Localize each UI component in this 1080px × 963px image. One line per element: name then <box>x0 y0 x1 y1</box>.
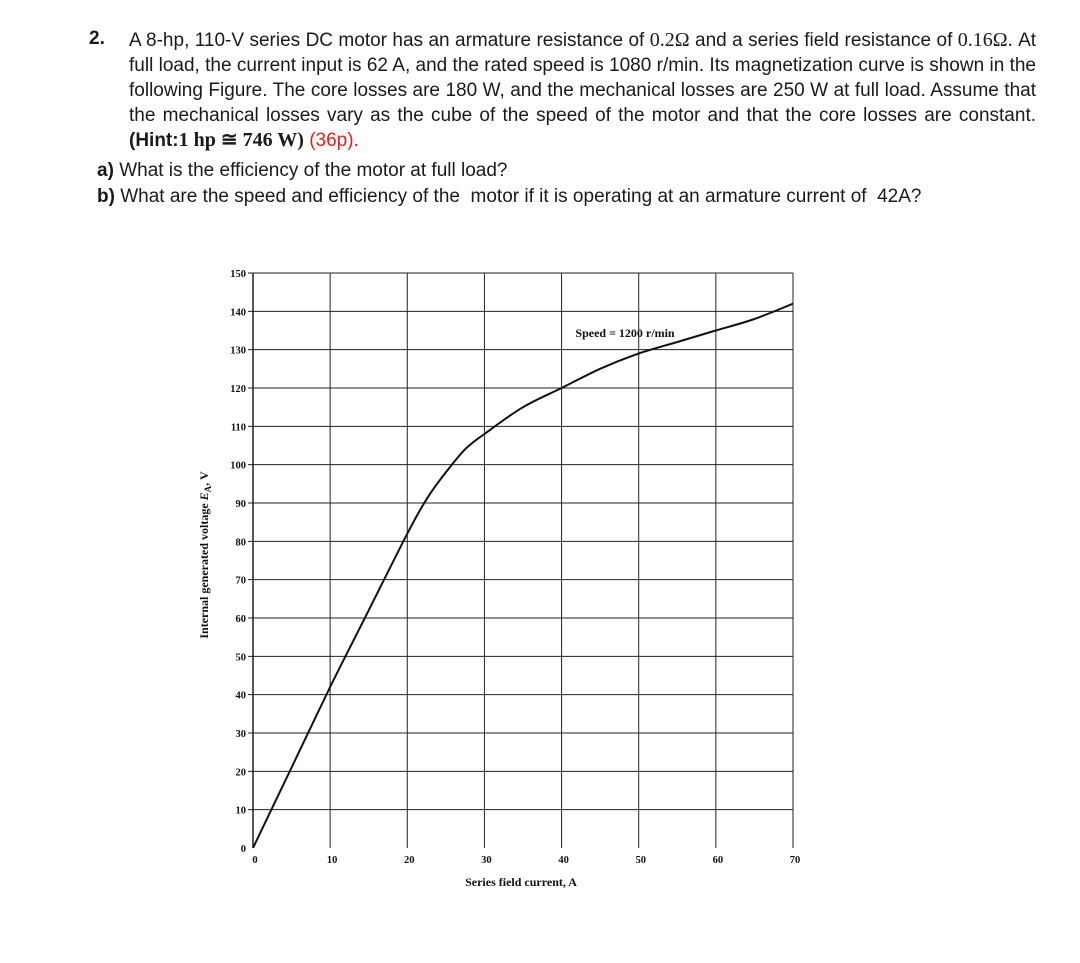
y-tick-label: 20 <box>235 767 246 779</box>
x-axis-label: Series field current, A <box>465 875 577 889</box>
speed-annotation: Speed = 1200 r/min <box>575 326 675 340</box>
problem-text-part-3: At full load, the current input is 62 A, and the rated speed is 1080 r/min. Its magnetization curve is shown in the following Figure. The core losses are 180 W, and the mechanical losses are 250 W at full load. Assume that the mechanical losses vary as the cube of the speed of the motor and that the core losses are constant. <box>129 30 1037 126</box>
x-tick-label: 10 <box>326 855 338 866</box>
y-axis-label-unit: , V <box>197 471 211 486</box>
points-value: (36p). <box>309 130 359 151</box>
problem-text-part-2: and a series field resistance of <box>695 30 953 51</box>
hint-label: (Hint: <box>129 130 179 151</box>
y-tick-label: 70 <box>235 575 246 587</box>
y-axis-label-symbol: E <box>197 492 211 501</box>
x-tick-label: 50 <box>635 855 646 866</box>
y-tick-label: 30 <box>235 729 246 740</box>
x-tick-label: 30 <box>481 855 492 866</box>
y-tick-label: 130 <box>230 345 246 357</box>
sub-question-b-text: What are the speed and efficiency of the motor if it is operating at an armature current of 42A? <box>120 186 922 207</box>
y-tick-label: 50 <box>235 652 246 664</box>
y-axis-label <box>197 471 213 639</box>
y-tick-label: 150 <box>230 269 246 280</box>
sub-question-a-label: a) <box>97 160 114 181</box>
y-axis-label-main: Internal generated voltage <box>197 500 211 639</box>
x-tick-label: 70 <box>789 855 801 866</box>
sub-question-b-label: b) <box>97 186 115 207</box>
y-tick-label: 40 <box>235 690 246 702</box>
armature-resistance: 0.2Ω <box>649 29 690 51</box>
chart-ticks <box>230 269 800 866</box>
sub-question-a-text: What is the efficiency of the motor at full load? <box>119 160 508 181</box>
hint-value: 1 hp ≅ 746 W) <box>178 129 304 151</box>
y-tick-label: 80 <box>235 537 246 549</box>
y-tick-label: 140 <box>230 307 246 319</box>
x-tick-label: 0 <box>252 855 258 866</box>
y-tick-label: 90 <box>235 499 246 510</box>
chart-grid <box>248 273 793 848</box>
x-tick-label: 60 <box>712 855 724 866</box>
x-tick-label: 20 <box>404 855 415 866</box>
y-tick-label: 100 <box>230 460 246 472</box>
y-tick-label: 120 <box>230 384 246 395</box>
y-tick-label: 0 <box>240 844 246 855</box>
y-tick-label: 10 <box>235 805 246 817</box>
series-field-resistance: 0.16Ω. <box>957 29 1013 51</box>
problem-text-part-1: A 8-hp, 110-V series DC motor has an armature resistance of <box>129 30 645 51</box>
y-axis-label-sub: A <box>203 485 213 493</box>
y-tick-label: 60 <box>235 614 246 625</box>
y-tick-label: 110 <box>230 422 246 434</box>
problem-number: 2. <box>89 28 105 49</box>
magnetization-curve-line <box>253 304 793 848</box>
x-tick-label: 40 <box>558 855 569 866</box>
chart-plot <box>253 304 793 848</box>
